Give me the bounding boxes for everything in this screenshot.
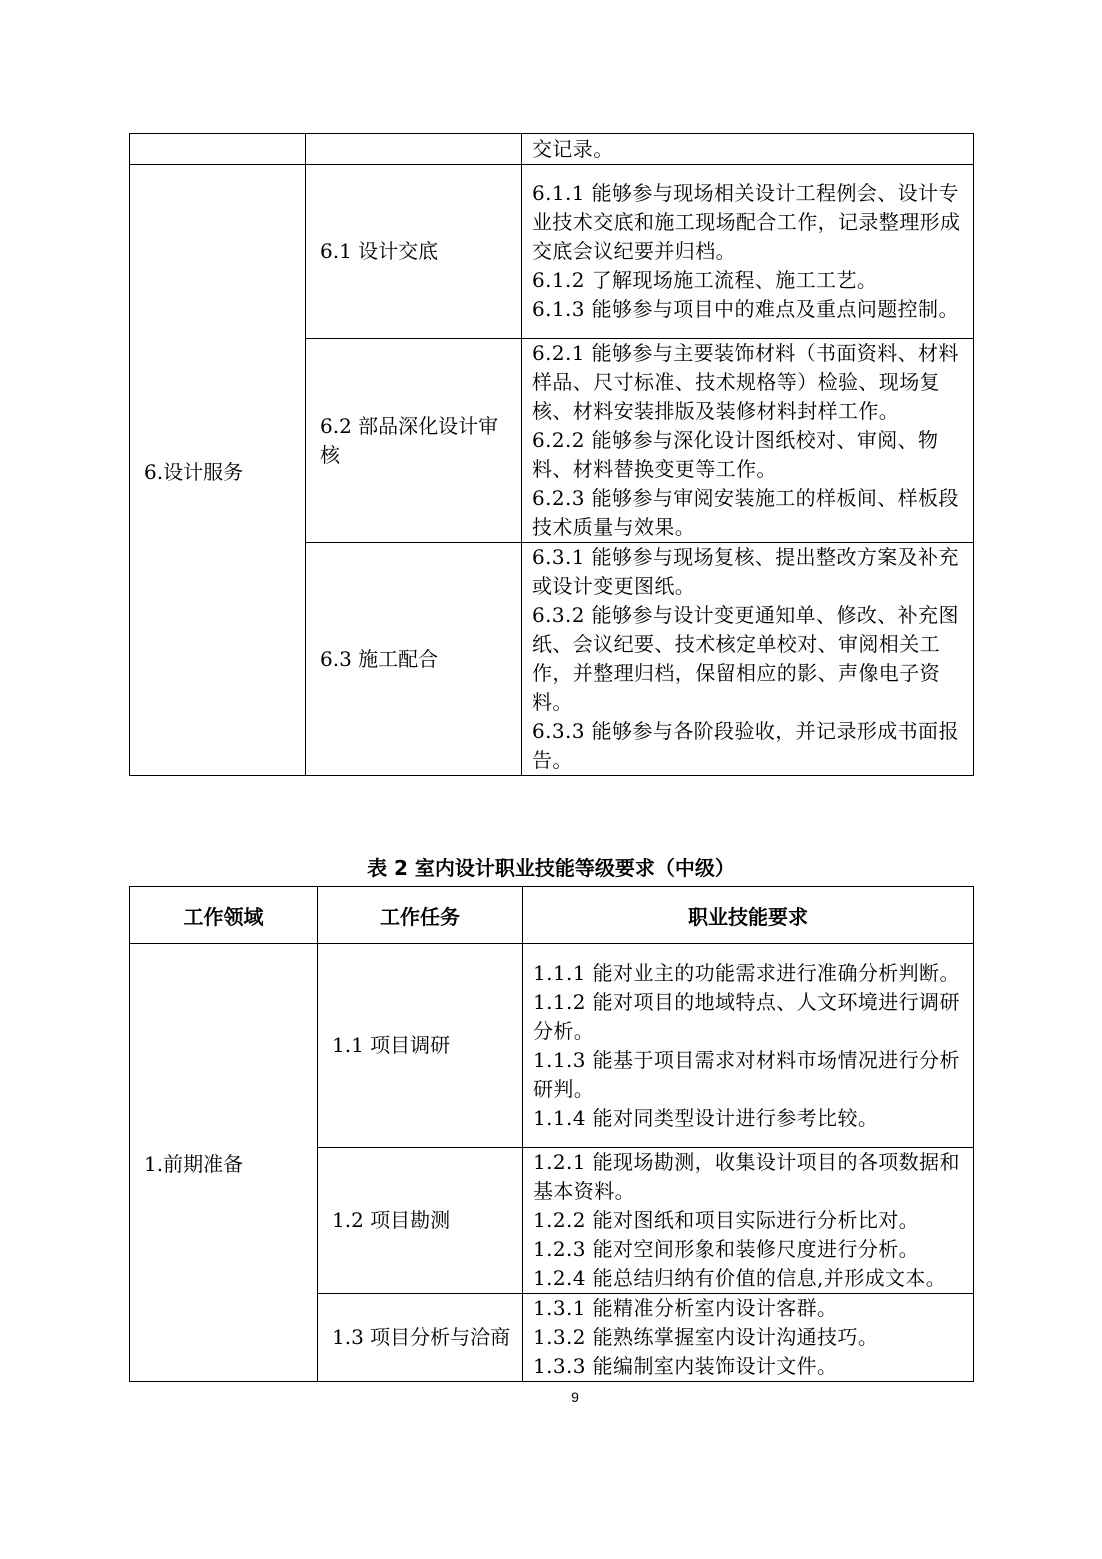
table-row bbox=[130, 165, 974, 339]
skills-table-intermediate bbox=[129, 886, 974, 1382]
table-row bbox=[130, 944, 974, 1148]
task-cell: 1.1 项目调研 bbox=[318, 944, 523, 1148]
requirement-cell bbox=[522, 339, 974, 543]
requirement-item: 1.2.1 能现场勘测，收集设计项目的各项数据和基本资料。 bbox=[533, 1150, 960, 1203]
requirement-item: 1.1.4 能对同类型设计进行参考比较。 bbox=[533, 1105, 879, 1130]
requirement-item: 6.1.3 能够参与项目中的难点及重点问题控制。 bbox=[532, 297, 959, 321]
requirement-item: 6.3.3 能够参与各阶段验收，并记录形成书面报告。 bbox=[532, 719, 959, 772]
requirement-item: 1.1.1 能对业主的功能需求进行准确分析判断。 bbox=[533, 960, 960, 985]
requirement-item: 6.3.1 能够参与现场复核、提出整改方案及补充或设计变更图纸。 bbox=[532, 545, 959, 598]
requirement-item: 1.1.3 能基于项目需求对材料市场情况进行分析研判。 bbox=[533, 1047, 960, 1101]
requirement-item: 6.1.1 能够参与现场相关设计工程例会、设计专业技术交底和施工现场配合工作，记录整理形成交底会议纪要并归档。 bbox=[532, 181, 961, 263]
table-row bbox=[130, 134, 974, 165]
requirement-cell bbox=[522, 134, 974, 165]
area-cell bbox=[130, 134, 306, 165]
requirement-item: 6.2.1 能够参与主要装饰材料（书面资料、材料样品、尺寸标准、技术规格等）检验、现场复核、材料安装排版及装修材料封样工作。 bbox=[532, 341, 959, 423]
task-cell: 6.3 施工配合 bbox=[306, 543, 522, 776]
requirement-item: 1.3.1 能精准分析室内设计客群。 bbox=[533, 1296, 838, 1320]
requirement-item: 6.1.2 了解现场施工流程、施工工艺。 bbox=[532, 268, 878, 292]
task-cell: 1.2 项目勘测 bbox=[318, 1148, 523, 1294]
requirement-cell bbox=[523, 1294, 974, 1382]
area-cell: 6.设计服务 bbox=[130, 165, 306, 776]
task-cell bbox=[306, 134, 522, 165]
requirement-item: 6.3.2 能够参与设计变更通知单、修改、补充图纸、会议纪要、技术核定单校对、审阅相关工作，并整理归档，保留相应的影、声像电子资料。 bbox=[532, 603, 959, 714]
requirement-item: 1.3.3 能编制室内装饰设计文件。 bbox=[533, 1354, 838, 1378]
task-cell: 1.3 项目分析与洽商 bbox=[318, 1294, 523, 1382]
requirement-cell bbox=[523, 944, 974, 1148]
requirement-item: 1.3.2 能熟练掌握室内设计沟通技巧。 bbox=[533, 1325, 879, 1349]
requirement-item: 6.2.3 能够参与审阅安装施工的样板间、样板段技术质量与效果。 bbox=[532, 486, 959, 539]
requirement-item: 1.2.4 能总结归纳有价值的信息,并形成文本。 bbox=[533, 1266, 947, 1290]
task-cell: 6.1 设计交底 bbox=[306, 165, 522, 339]
requirement-cell bbox=[523, 1148, 974, 1294]
header-work-task: 工作任务 bbox=[318, 887, 523, 944]
task-cell: 6.2 部品深化设计审核 bbox=[306, 339, 522, 543]
skills-table-continued bbox=[129, 133, 974, 776]
table-header-row bbox=[130, 887, 974, 944]
header-work-area: 工作领域 bbox=[130, 887, 318, 944]
requirement-item: 1.1.2 能对项目的地域特点、人文环境进行调研分析。 bbox=[533, 989, 960, 1043]
requirement-item: 1.2.3 能对空间形象和装修尺度进行分析。 bbox=[533, 1237, 920, 1261]
area-cell: 1.前期准备 bbox=[130, 944, 318, 1382]
requirement-item: 1.2.2 能对图纸和项目实际进行分析比对。 bbox=[533, 1208, 920, 1232]
requirement-item: 交记录。 bbox=[532, 136, 614, 161]
header-skill-requirements: 职业技能要求 bbox=[523, 887, 974, 944]
table-caption: 表 2 室内设计职业技能等级要求（中级） bbox=[367, 856, 735, 880]
requirement-item: 6.2.2 能够参与深化设计图纸校对、审阅、物料、材料替换变更等工作。 bbox=[532, 428, 939, 481]
page-number: 9 bbox=[571, 1389, 579, 1405]
requirement-cell bbox=[522, 165, 974, 339]
requirement-cell bbox=[522, 543, 974, 776]
